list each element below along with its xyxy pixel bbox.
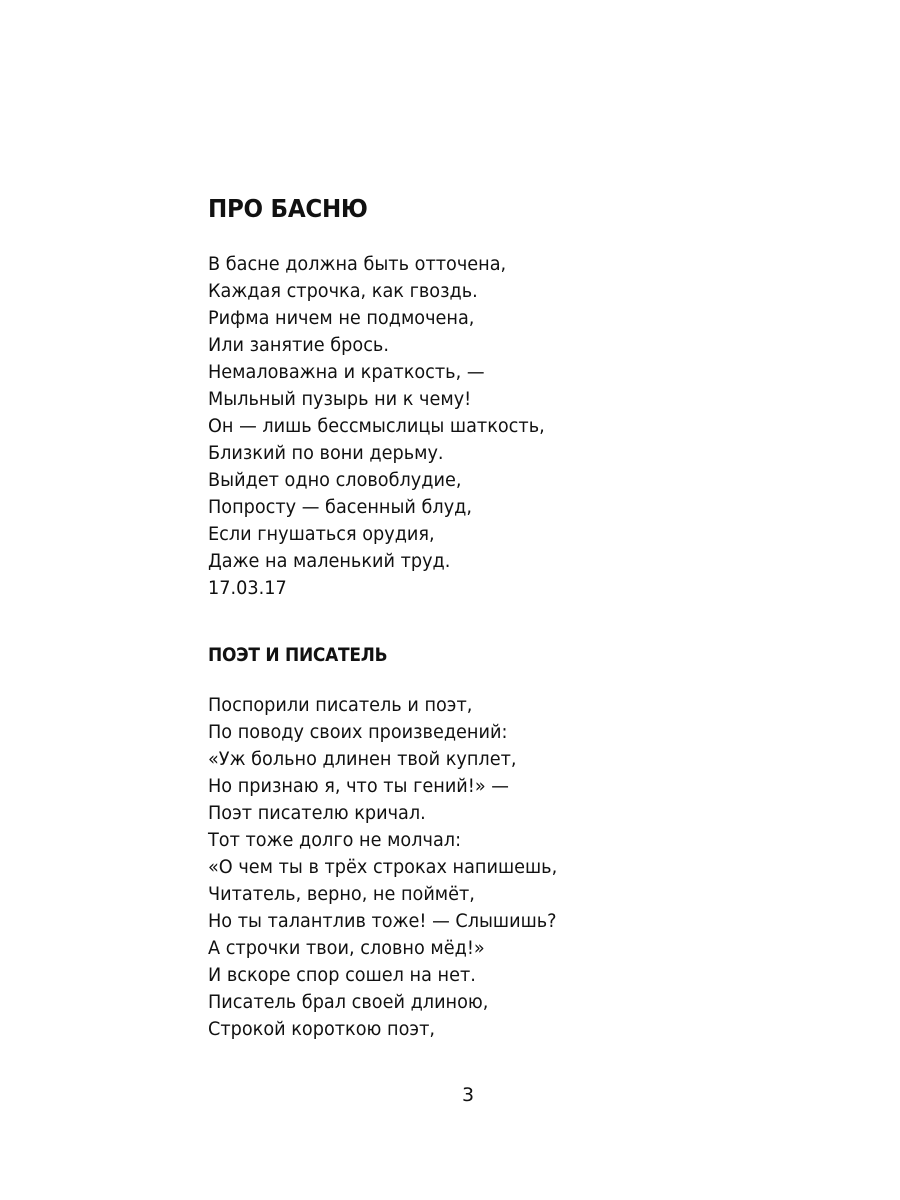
poem-line: Но ты талантлив тоже! — Слышишь? [208,910,557,932]
poem-line: В басне должна быть отточена, [208,253,507,275]
poem-lines [208,692,584,1043]
poem-poet-i-pisatel [208,644,584,1043]
poem-date: 17.03.17 [208,577,287,599]
poem-line: Если гнушаться орудия, [208,523,435,545]
poem-line: Каждая строчка, как гвоздь. [208,280,478,302]
poem-line: А строчки твои, словно мёд!» [208,937,485,959]
poem-lines [208,251,570,575]
poem-line: Читатель, верно, не поймёт, [208,883,475,905]
poem-line: Попросту — басенный блуд, [208,496,473,518]
poem-line: Выйдет одно словоблудие, [208,469,462,491]
poem-line: Мыльный пузырь ни к чему! [208,388,472,410]
poem-line: По поводу своих произведений: [208,721,508,743]
poem-line: И вскоре спор сошел на нет. [208,964,476,986]
poem-line: Поспорили писатель и поэт, [208,694,473,716]
poem-line: Поэт писателю кричал. [208,802,426,824]
poem-line: Тот тоже долго не молчал: [208,829,462,851]
poem-line: Близкий по вони дерьму. [208,442,444,464]
poem-line: Но признаю я, что ты гений!» — [208,775,509,797]
poem-line: «Уж больно длинен твой куплет, [208,748,517,770]
poem-line: Или занятие брось. [208,334,389,356]
poem-pro-basnyu [208,193,570,602]
poem-line: Строкой короткою поэт, [208,1018,435,1040]
poem-line: Немаловажна и краткость, — [208,361,485,383]
poem-title: ПОЭТ И ПИСАТЕЛЬ [208,645,388,666]
poem-line: Рифма ничем не подмочена, [208,307,475,329]
poem-line: Даже на маленький труд. [208,550,451,572]
poem-line: Он — лишь бессмыслицы шаткость, [208,415,545,437]
poem-line: Писатель брал своей длиною, [208,991,489,1013]
page-number: 3 [461,1084,475,1106]
poem-line: «О чем ты в трёх строках напишешь, [208,856,558,878]
poem-title: ПРО БАСНЮ [208,194,368,223]
